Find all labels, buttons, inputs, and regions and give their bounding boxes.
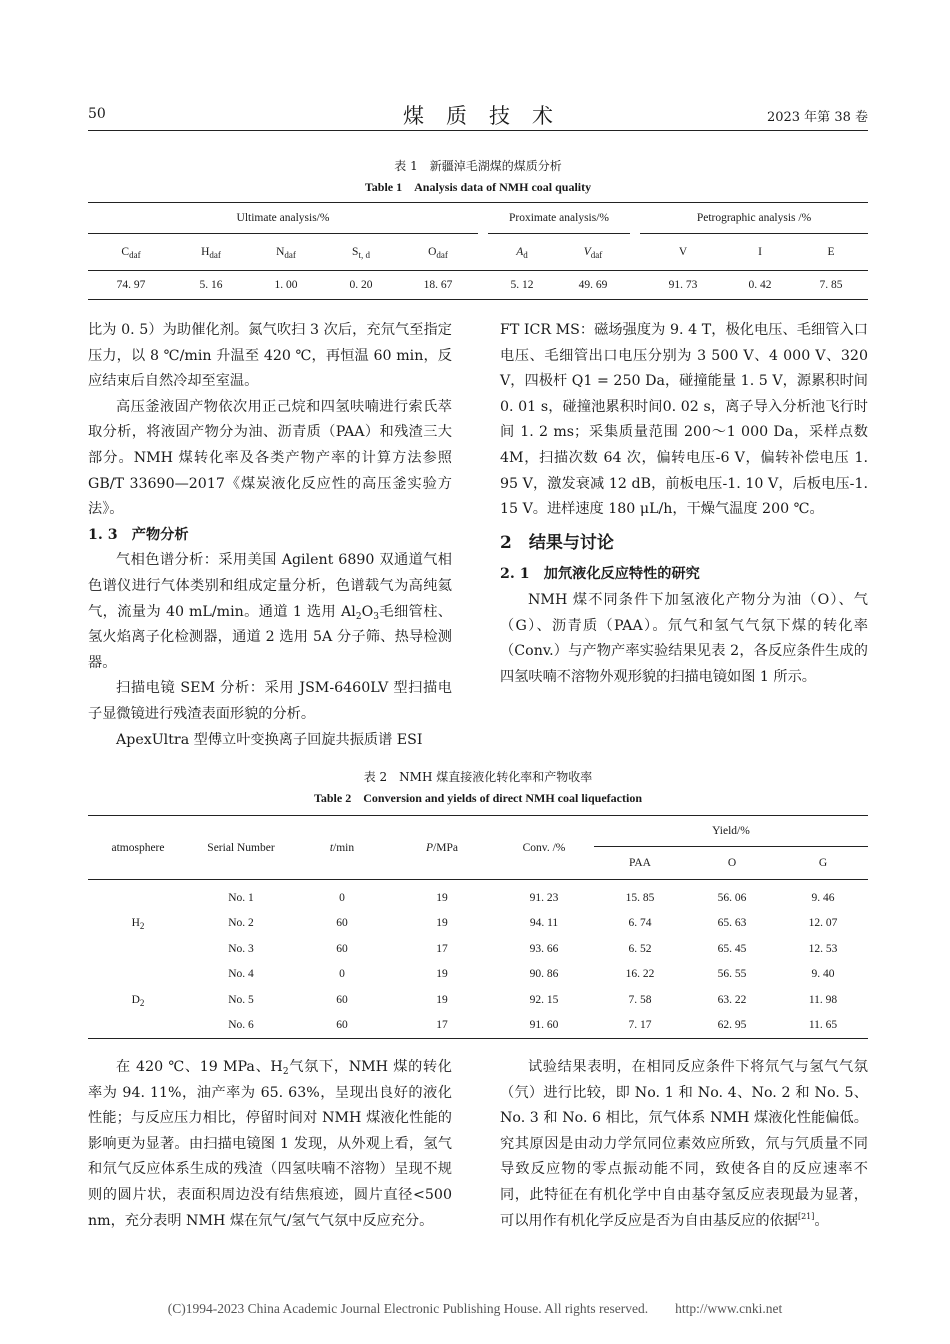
table2-col-time: t/min	[294, 816, 390, 880]
table1-col-std: $S_{t, d}$	[324, 234, 398, 271]
table2-col-atmosphere: atmosphere	[88, 816, 188, 880]
right-column-lower	[500, 1055, 868, 1234]
table1-col-vdaf: $V_{daf}$	[556, 234, 630, 271]
table-cell: 1. 00	[274, 279, 298, 291]
section-heading-2-1: 2. 1 加氘液化反应特性的研究	[500, 566, 700, 583]
table-cell: 74. 97	[116, 279, 146, 291]
table2-col-conv: Conv. /%	[494, 816, 594, 880]
table-cell: 0. 42	[748, 279, 772, 291]
table2-group-d2: $D_2$	[131, 993, 145, 1008]
table1-col-ndaf: $N_{daf}$	[248, 234, 324, 271]
table-row	[88, 271, 868, 300]
table2-col-o: O	[686, 847, 778, 880]
section-heading-1-3: 1. 3 产物分析	[88, 526, 189, 543]
page-number: 50	[88, 106, 106, 122]
table1-col-hdaf: $H_{daf}$	[174, 234, 248, 271]
table-cell: 18. 67	[423, 279, 453, 291]
paragraph: ApexUltra 型傅立叶变换离子回旋共振质谱 ESI	[116, 731, 423, 748]
table-cell: 5. 16	[199, 279, 223, 291]
table2	[88, 815, 868, 1039]
table-cell: 0. 20	[349, 279, 373, 291]
table1-col-ad: $A_d$	[488, 234, 556, 271]
table1-group-petrographic: Petrographic analysis /%	[640, 203, 868, 234]
table-row: No. 5 60 19 92. 15 7. 58 63. 22 11. 98	[228, 993, 838, 1006]
table-row: No. 6 60 17 91. 60 7. 17 62. 95 11. 65	[228, 1019, 838, 1032]
table-row: No. 2 60 19 94. 11 6. 74 65. 63 12. 07	[228, 917, 838, 930]
table1-col-i: I	[726, 234, 794, 271]
table1-col-v: V	[640, 234, 726, 271]
table1-col-cdaf: $C_{daf}$	[88, 234, 174, 271]
table1-caption-en: Table 1 Analysis data of NMH coal quality	[364, 180, 592, 194]
table1-col-e: E	[794, 234, 868, 271]
table2-caption-en: Table 2 Conversion and yields of direct NMH coal liquefaction	[313, 791, 642, 805]
paragraph: 试验结果表明，在相同反应条件下将氘气与氢气气氛（氕）进行比较，即 No. 1 和 No. 4、No. 2 和 No. 5、No. 3 和 No. 6 相比，氘气体系 NMH 煤液化性能偏低。究其原因是由动力学氘同位素效应所致，氘与氕质量不同导致反应物的零点振动能不同，致使各自的反应速率不同，此特征在有机化学中自由基夺氢反应表现最为显著，可以用作有机化学反应是否为自由基反应的依据[21]。	[500, 1059, 868, 1229]
left-column-upper	[88, 318, 452, 753]
copyright-footer: (C)1994-2023 China Academic Journal Electronic Publishing House. All rights reserved. http://www.cnki.net	[167, 1301, 783, 1316]
paragraph: 扫描电镜 SEM 分析：采用 JSM-6460LV 型扫描电子显微镜进行残渣表面形貌的分析。	[88, 680, 452, 722]
paragraph: 气相色谱分析：采用美国 Agilent 6890 双通道气相色谱仪进行气体类别和组成定量分析，色谱载气为高纯氦气，流量为 40 mL/min。通道 1 选用 $Al_2O_3$毛细管柱、氢火焰离子化检测器，通道 2 选用 5A 分子筛、热导检测器。	[88, 552, 452, 671]
section-heading-2: 2 结果与讨论	[500, 532, 614, 553]
journal-title: 煤质技术	[403, 104, 575, 128]
table2-group-h2: $H_2$	[131, 917, 145, 932]
paragraph: NMH 煤不同条件下加氢液化产物分为油（O）、气（G）、沥青质（PAA）。氘气和氢气气氛下煤的转化率（Conv.）与产物产率实验结果见表 2，各反应条件生成的四氢呋喃不溶物外观形貌的扫描电镜如图 1 所示。	[500, 591, 868, 685]
issue-info: 2023 年第 38 卷	[766, 110, 868, 125]
running-header	[88, 100, 868, 130]
table1	[88, 202, 868, 300]
table-cell: 49. 69	[578, 279, 608, 291]
header-rule	[88, 130, 868, 131]
table1-caption-cn: 表 1 新疆淖毛湖煤的煤质分析	[394, 159, 562, 173]
table-cell: 7. 85	[819, 279, 843, 291]
left-column-lower	[88, 1055, 452, 1234]
table-cell: 5. 12	[510, 279, 534, 291]
table2-col-yield: Yield/%	[594, 816, 868, 847]
table1-group-proximate: Proximate analysis/%	[488, 203, 630, 234]
paragraph: 高压釜液固产物依次用正己烷和四氢呋喃进行索氏萃取分析，将液固产物分为油、沥青质（PAA）和残渣三大部分。NMH 煤转化率及各类产物产率的计算方法参照 GB/T 33690—2017《煤炭液化反应性的高压釜实验方法》。	[88, 398, 452, 518]
table-cell: 91. 73	[668, 279, 698, 291]
right-column-upper	[500, 318, 868, 690]
paragraph: 比为 0. 5）为助催化剂。氮气吹扫 3 次后，充氘气至指定压力，以 8 ℃/min 升温至 420 ℃，再恒温 60 min，反应结束后自然冷却至室温。	[88, 322, 452, 390]
table1-col-odaf: $O_{daf}$	[398, 234, 478, 271]
table-row: No. 3 60 17 93. 66 6. 52 65. 45 12. 53	[228, 942, 838, 955]
table2-col-pressure: P/MPa	[390, 816, 494, 880]
table2-col-paa: PAA	[594, 847, 686, 880]
table1-group-ultimate: Ultimate analysis/%	[88, 203, 478, 234]
paragraph: 在 420 ℃、19 MPa、$H_2$气氛下，NMH 煤的转化率为 94. 11%，油产率为 65. 63%，呈现出良好的液化性能；与反应压力相比，停留时间对 NMH 煤液化性能的影响更为显著。由扫描电镜图 1 发现，从外观上看，氢气和氘气反应体系生成的残渣（四氢呋喃不溶物）呈现不规则的圆片状，表面积周边没有结焦痕迹，圆片直径<500 nm，充分表明 NMH 煤在氘气/氢气气氛中反应充分。	[88, 1059, 452, 1229]
citation-ref: [21]	[797, 1211, 815, 1221]
table2-caption-cn: 表 2 NMH 煤直接液化转化率和产物收率	[363, 770, 593, 784]
table2-col-serial: Serial Number	[188, 816, 294, 880]
table-row: $H_2$ No. 1 0 19 91. 23 15. 85 56. 06 9. 46	[88, 885, 868, 911]
table-row: $D_2$ No. 4 0 19 90. 86 16. 22 56. 55 9. 40	[88, 962, 868, 988]
paragraph: FT ICR MS：磁场强度为 9. 4 T，极化电压、毛细管入口电压、毛细管出口电压分别为 3 500 V、4 000 V、320 V，四极杆 Q1 = 250 Da，碰撞能量 1. 5 V，源累积时间 0. 01 s，碰撞池累积时间0. 02 s，离子导入分析池飞行时间 1. 2 ms；采集质量范围 200～1 000 Da，采样点数 4M，扫描次数 64 次，偏转电压-6 V，偏转补偿电压 1. 95 V，激发衰减 12 dB，前板电压-1. 10 V，后板电压-1. 15 V。进样速度 180 μL/h，干燥气温度 200 ℃。	[500, 322, 868, 518]
table2-col-g: G	[778, 847, 868, 880]
